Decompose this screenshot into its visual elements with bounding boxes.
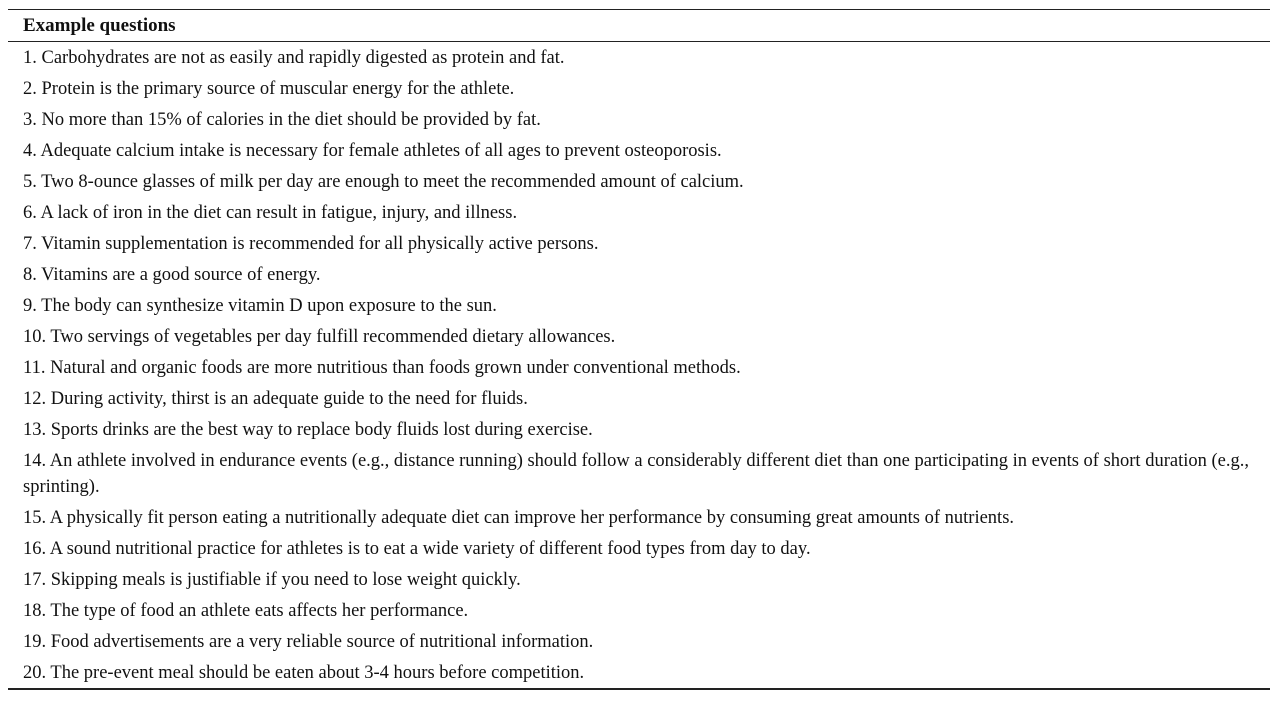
- table-row: 4. Adequate calcium intake is necessary for female athletes of all ages to prevent osteoporosis.: [23, 141, 722, 161]
- table-row: 13. Sports drinks are the best way to replace body fluids lost during exercise.: [23, 420, 593, 440]
- table-bottom-rule: [8, 688, 1270, 690]
- table-row: 10. Two servings of vegetables per day fulfill recommended dietary allowances.: [23, 327, 616, 347]
- table-header: Example questions: [23, 15, 176, 36]
- table-row: 18. The type of food an athlete eats affects her performance.: [23, 601, 469, 621]
- table-row: 17. Skipping meals is justifiable if you need to lose weight quickly.: [23, 570, 521, 590]
- table-row: 8. Vitamins are a good source of energy.: [23, 265, 321, 285]
- table-row: 9. The body can synthesize vitamin D upon exposure to the sun.: [23, 296, 497, 316]
- table-row: 19. Food advertisements are a very reliable source of nutritional information.: [23, 632, 594, 652]
- table-row: 3. No more than 15% of calories in the diet should be provided by fat.: [23, 110, 541, 130]
- table-row: 7. Vitamin supplementation is recommended for all physically active persons.: [23, 234, 599, 254]
- table-row: 12. During activity, thirst is an adequate guide to the need for fluids.: [23, 389, 528, 409]
- table-row: 1. Carbohydrates are not as easily and rapidly digested as protein and fat.: [23, 48, 565, 68]
- table-row: 5. Two 8-ounce glasses of milk per day are enough to meet the recommended amount of calcium.: [23, 172, 744, 192]
- questions-table: [8, 9, 1270, 690]
- table-row: 15. A physically fit person eating a nutritionally adequate diet can improve her performance by consuming great amounts of nutrients.: [23, 508, 1015, 528]
- table-row: 6. A lack of iron in the diet can result in fatigue, injury, and illness.: [23, 203, 518, 223]
- table-row: 11. Natural and organic foods are more nutritious than foods grown under conventional methods.: [23, 358, 741, 378]
- table-row: 20. The pre-event meal should be eaten about 3-4 hours before competition.: [23, 663, 585, 683]
- table-row: 2. Protein is the primary source of muscular energy for the athlete.: [23, 79, 515, 99]
- table-row: 16. A sound nutritional practice for athletes is to eat a wide variety of different food types from day to day.: [23, 539, 811, 559]
- table-row: 14. An athlete involved in endurance events (e.g., distance running) should follow a considerably different diet than one participating in events of short duration (e.g., sprinting).: [23, 451, 1249, 497]
